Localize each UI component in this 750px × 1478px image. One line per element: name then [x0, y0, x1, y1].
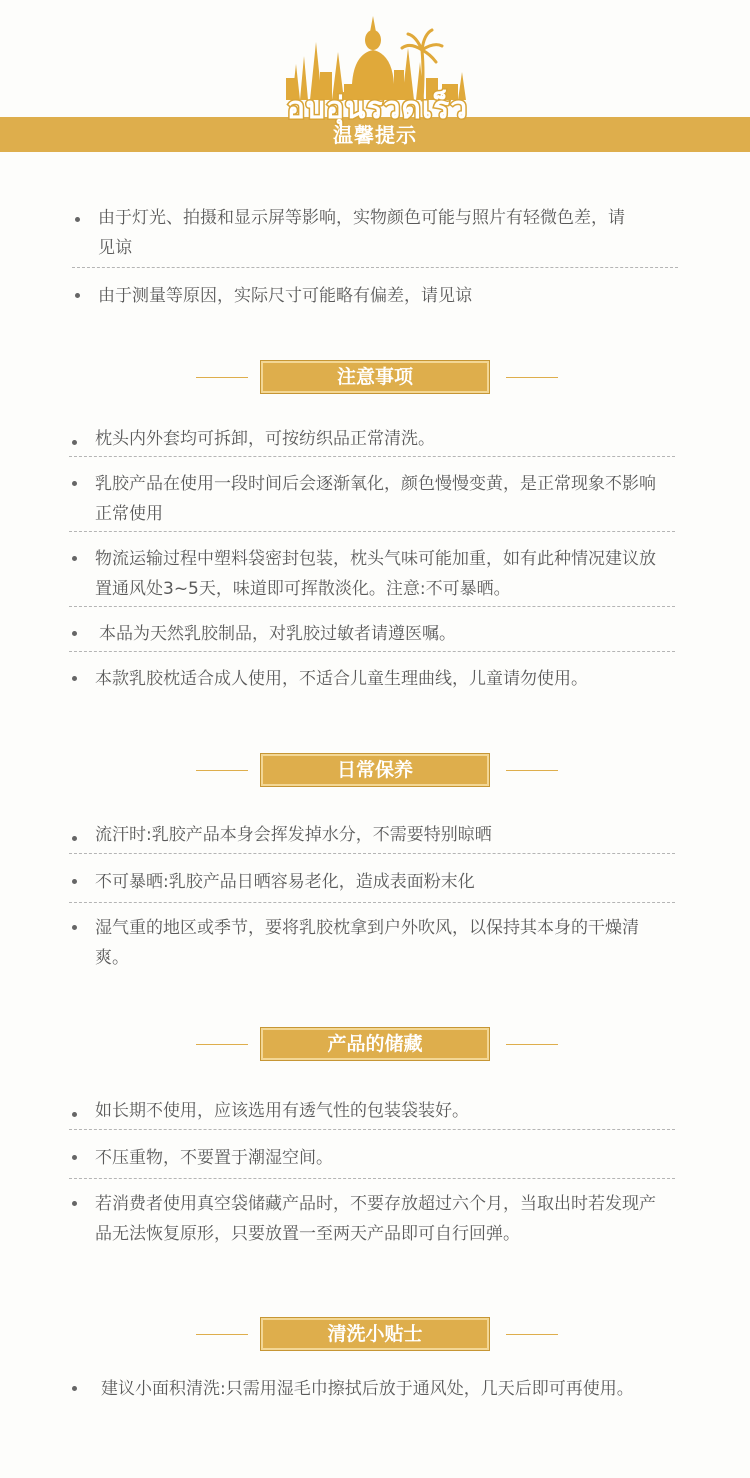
- item-text: 如长期不使用，应该选用有透气性的包装袋装好。: [95, 1101, 469, 1121]
- bullet-dot-icon: [72, 879, 77, 884]
- list-item: [72, 281, 678, 311]
- section-title: 注意事项: [260, 360, 490, 394]
- storage-list: [69, 1096, 675, 1249]
- list-item: [69, 469, 675, 532]
- daily-care-list: [69, 820, 675, 973]
- bullet-dot-icon: [72, 676, 77, 681]
- list-item: [69, 1143, 675, 1179]
- section-heading-storage: [0, 1027, 750, 1061]
- section-heading-precautions: [0, 360, 750, 394]
- heading-divider-right: [506, 1044, 558, 1045]
- header-banner: [0, 0, 750, 152]
- list-item: [69, 664, 675, 694]
- bullet-dot-icon: [75, 293, 80, 298]
- item-text: 不压重物，不要置于潮湿空间。: [95, 1148, 333, 1168]
- item-text: 若消费者使用真空袋储藏产品时，不要存放超过六个月，当取出时若发现产品无法恢复原形，只要放置一至两天产品即可自行回弹。: [95, 1194, 656, 1244]
- heading-divider-left: [196, 1044, 248, 1045]
- heading-divider-right: [506, 1334, 558, 1335]
- list-item: [69, 619, 675, 652]
- item-text: 流汗时:乳胶产品本身会挥发掉水分，不需要特别晾晒: [95, 825, 492, 845]
- page-title: 温馨提示: [333, 123, 417, 147]
- section-title: 日常保养: [260, 753, 490, 787]
- bullet-dot-icon: [72, 631, 77, 636]
- list-item: [69, 1374, 709, 1404]
- bullet-dot-icon: [72, 556, 77, 561]
- item-text: 本款乳胶枕适合成人使用，不适合儿童生理曲线，儿童请勿使用。: [95, 669, 588, 689]
- item-text: 建议小面积清洗:只需用湿毛巾擦拭后放于通风处，几天后即可再使用。: [101, 1379, 634, 1399]
- bullet-dot-icon: [72, 440, 77, 445]
- heading-divider-left: [196, 1334, 248, 1335]
- item-text: 湿气重的地区或季节，要将乳胶枕拿到户外吹风，以保持其本身的干燥清爽。: [95, 918, 639, 968]
- section-heading-daily-care: [0, 753, 750, 787]
- bullet-dot-icon: [72, 1112, 77, 1117]
- section-title: 清洗小贴士: [260, 1317, 490, 1351]
- cleaning-tips-list: [69, 1374, 709, 1404]
- item-text: 由于测量等原因，实际尺寸可能略有偏差，请见谅: [98, 286, 472, 306]
- list-item: [69, 424, 675, 457]
- heading-divider-left: [196, 377, 248, 378]
- heading-divider-right: [506, 770, 558, 771]
- section-title: 产品的储藏: [260, 1027, 490, 1061]
- item-text: 枕头内外套均可拆卸，可按纺织品正常清洗。: [95, 429, 435, 449]
- list-item: [69, 1096, 675, 1130]
- item-text: 由于灯光、拍摄和显示屏等影响，实物颜色可能与照片有轻微色差，请见谅: [98, 208, 625, 258]
- bullet-dot-icon: [72, 925, 77, 930]
- logo: [270, 12, 485, 126]
- item-text: 本品为天然乳胶制品，对乳胶过敏者请遵医嘱。: [99, 624, 456, 644]
- item-text: 不可暴晒:乳胶产品日晒容易老化，造成表面粉末化: [95, 872, 475, 892]
- list-item: [69, 820, 675, 854]
- bullet-dot-icon: [75, 217, 80, 222]
- heading-divider-right: [506, 377, 558, 378]
- bullet-dot-icon: [72, 836, 77, 841]
- item-text: 乳胶产品在使用一段时间后会逐渐氧化，颜色慢慢变黄，是正常现象不影响正常使用: [95, 474, 656, 524]
- list-item: [69, 1189, 675, 1249]
- list-item: [69, 867, 675, 903]
- precautions-list: [69, 424, 675, 694]
- logo-text: อบอุ่นรวดเร็ว: [286, 91, 469, 126]
- section-heading-cleaning-tips: [0, 1317, 750, 1351]
- bullet-dot-icon: [72, 481, 77, 486]
- intro-list: [72, 203, 678, 311]
- bullet-dot-icon: [72, 1386, 77, 1391]
- list-item: [72, 203, 678, 268]
- heading-divider-left: [196, 770, 248, 771]
- item-text: 物流运输过程中塑料袋密封包装，枕头气味可能加重，如有此种情况建议放置通风处3~5天，味道即可挥散淡化。注意:不可暴晒。: [95, 549, 656, 599]
- bullet-dot-icon: [72, 1155, 77, 1160]
- list-item: [69, 544, 675, 607]
- bullet-dot-icon: [72, 1201, 77, 1206]
- list-item: [69, 913, 675, 973]
